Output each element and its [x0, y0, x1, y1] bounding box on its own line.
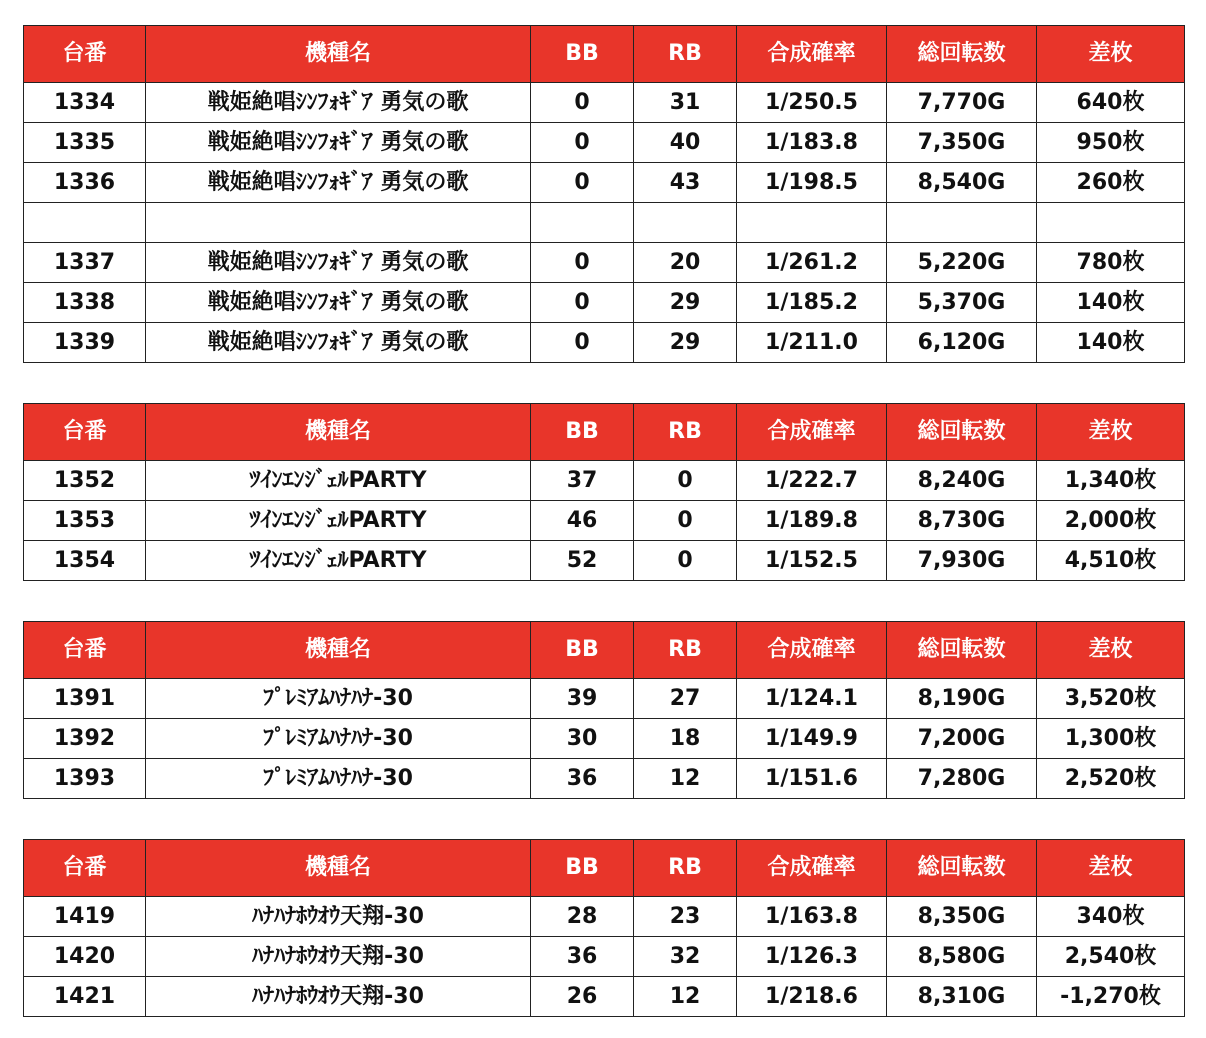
header-unit-number: 台番: [24, 840, 146, 897]
medal-difference: 260枚: [1037, 163, 1185, 203]
total-spins: 6,120G: [887, 323, 1037, 363]
header-bb: BB: [531, 622, 634, 679]
medal-difference: 4,510枚: [1037, 541, 1185, 581]
rb-count: 18: [634, 719, 737, 759]
machine-name: 戦姫絶唱ｼﾝﾌｫｷﾞｱ 勇気の歌: [146, 163, 531, 203]
header-total-spins: 総回転数: [887, 840, 1037, 897]
empty-cell: [634, 203, 737, 243]
header-bb: BB: [531, 840, 634, 897]
header-unit-number: 台番: [24, 404, 146, 461]
table-row: [24, 679, 1185, 719]
bb-count: 26: [531, 977, 634, 1017]
rb-count: 12: [634, 977, 737, 1017]
combined-probability: 1/149.9: [737, 719, 887, 759]
table-row: [24, 283, 1185, 323]
machine-table-3: [23, 621, 1185, 799]
combined-probability: 1/124.1: [737, 679, 887, 719]
machine-name: ﾂｲﾝｴﾝｼﾞｪﾙPARTY: [146, 461, 531, 501]
bb-count: 46: [531, 501, 634, 541]
medal-difference: 950枚: [1037, 123, 1185, 163]
header-combined-probability: 合成確率: [737, 622, 887, 679]
table-header-row: [24, 26, 1185, 83]
table-row: [24, 243, 1185, 283]
machine-table-1: [23, 25, 1185, 363]
machine-name: ﾊﾅﾊﾅﾎｳｵｳ天翔-30: [146, 977, 531, 1017]
header-total-spins: 総回転数: [887, 26, 1037, 83]
unit-number: 1335: [24, 123, 146, 163]
total-spins: 8,190G: [887, 679, 1037, 719]
bb-count: 39: [531, 679, 634, 719]
total-spins: 5,220G: [887, 243, 1037, 283]
medal-difference: 2,520枚: [1037, 759, 1185, 799]
total-spins: 8,310G: [887, 977, 1037, 1017]
header-machine-name: 機種名: [146, 26, 531, 83]
header-machine-name: 機種名: [146, 622, 531, 679]
machine-name: ﾊﾅﾊﾅﾎｳｵｳ天翔-30: [146, 897, 531, 937]
header-rb: RB: [634, 404, 737, 461]
unit-number: 1354: [24, 541, 146, 581]
bb-count: 36: [531, 937, 634, 977]
medal-difference: 780枚: [1037, 243, 1185, 283]
total-spins: 8,540G: [887, 163, 1037, 203]
header-rb: RB: [634, 840, 737, 897]
rb-count: 29: [634, 283, 737, 323]
medal-difference: 1,340枚: [1037, 461, 1185, 501]
empty-cell: [24, 203, 146, 243]
header-medal-difference: 差枚: [1037, 840, 1185, 897]
total-spins: 8,580G: [887, 937, 1037, 977]
total-spins: 8,350G: [887, 897, 1037, 937]
medal-difference: 2,000枚: [1037, 501, 1185, 541]
header-bb: BB: [531, 404, 634, 461]
combined-probability: 1/126.3: [737, 937, 887, 977]
machine-name: 戦姫絶唱ｼﾝﾌｫｷﾞｱ 勇気の歌: [146, 323, 531, 363]
combined-probability: 1/189.8: [737, 501, 887, 541]
header-combined-probability: 合成確率: [737, 840, 887, 897]
machine-name: 戦姫絶唱ｼﾝﾌｫｷﾞｱ 勇気の歌: [146, 243, 531, 283]
machine-name: ﾂｲﾝｴﾝｼﾞｪﾙPARTY: [146, 501, 531, 541]
header-combined-probability: 合成確率: [737, 26, 887, 83]
rb-count: 32: [634, 937, 737, 977]
bb-count: 0: [531, 123, 634, 163]
machine-name: ﾊﾅﾊﾅﾎｳｵｳ天翔-30: [146, 937, 531, 977]
empty-cell: [531, 203, 634, 243]
total-spins: 8,730G: [887, 501, 1037, 541]
rb-count: 0: [634, 541, 737, 581]
medal-difference: 340枚: [1037, 897, 1185, 937]
rb-count: 12: [634, 759, 737, 799]
total-spins: 5,370G: [887, 283, 1037, 323]
header-bb: BB: [531, 26, 634, 83]
combined-probability: 1/222.7: [737, 461, 887, 501]
unit-number: 1336: [24, 163, 146, 203]
table-row: [24, 123, 1185, 163]
combined-probability: 1/163.8: [737, 897, 887, 937]
medal-difference: 3,520枚: [1037, 679, 1185, 719]
header-unit-number: 台番: [24, 26, 146, 83]
medal-difference: 2,540枚: [1037, 937, 1185, 977]
bb-count: 0: [531, 163, 634, 203]
machine-name: ﾌﾟﾚﾐｱﾑﾊﾅﾊﾅ-30: [146, 679, 531, 719]
table-row: [24, 977, 1185, 1017]
machine-name: 戦姫絶唱ｼﾝﾌｫｷﾞｱ 勇気の歌: [146, 283, 531, 323]
rb-count: 29: [634, 323, 737, 363]
table-row: [24, 897, 1185, 937]
bb-count: 36: [531, 759, 634, 799]
bb-count: 0: [531, 243, 634, 283]
combined-probability: 1/261.2: [737, 243, 887, 283]
table-row: [24, 501, 1185, 541]
total-spins: 7,280G: [887, 759, 1037, 799]
unit-number: 1352: [24, 461, 146, 501]
combined-probability: 1/211.0: [737, 323, 887, 363]
bb-count: 37: [531, 461, 634, 501]
unit-number: 1391: [24, 679, 146, 719]
header-rb: RB: [634, 622, 737, 679]
header-total-spins: 総回転数: [887, 404, 1037, 461]
unit-number: 1338: [24, 283, 146, 323]
rb-count: 31: [634, 83, 737, 123]
bb-count: 28: [531, 897, 634, 937]
header-rb: RB: [634, 26, 737, 83]
bb-count: 0: [531, 83, 634, 123]
table-row: [24, 937, 1185, 977]
unit-number: 1339: [24, 323, 146, 363]
header-combined-probability: 合成確率: [737, 404, 887, 461]
unit-number: 1421: [24, 977, 146, 1017]
table-row: [24, 719, 1185, 759]
unit-number: 1353: [24, 501, 146, 541]
medal-difference: 140枚: [1037, 283, 1185, 323]
machine-name: ﾌﾟﾚﾐｱﾑﾊﾅﾊﾅ-30: [146, 759, 531, 799]
total-spins: 7,350G: [887, 123, 1037, 163]
unit-number: 1337: [24, 243, 146, 283]
combined-probability: 1/183.8: [737, 123, 887, 163]
table-row: [24, 163, 1185, 203]
header-total-spins: 総回転数: [887, 622, 1037, 679]
rb-count: 23: [634, 897, 737, 937]
empty-row: [24, 203, 1185, 243]
unit-number: 1419: [24, 897, 146, 937]
bb-count: 0: [531, 323, 634, 363]
machine-name: 戦姫絶唱ｼﾝﾌｫｷﾞｱ 勇気の歌: [146, 83, 531, 123]
header-medal-difference: 差枚: [1037, 26, 1185, 83]
rb-count: 27: [634, 679, 737, 719]
combined-probability: 1/198.5: [737, 163, 887, 203]
rb-count: 0: [634, 501, 737, 541]
table-row: [24, 461, 1185, 501]
machine-name: 戦姫絶唱ｼﾝﾌｫｷﾞｱ 勇気の歌: [146, 123, 531, 163]
header-machine-name: 機種名: [146, 840, 531, 897]
medal-difference: 640枚: [1037, 83, 1185, 123]
unit-number: 1420: [24, 937, 146, 977]
unit-number: 1392: [24, 719, 146, 759]
empty-cell: [737, 203, 887, 243]
unit-number: 1334: [24, 83, 146, 123]
rb-count: 43: [634, 163, 737, 203]
header-machine-name: 機種名: [146, 404, 531, 461]
header-medal-difference: 差枚: [1037, 404, 1185, 461]
total-spins: 8,240G: [887, 461, 1037, 501]
header-medal-difference: 差枚: [1037, 622, 1185, 679]
table-header-row: [24, 404, 1185, 461]
table-header-row: [24, 622, 1185, 679]
empty-cell: [887, 203, 1037, 243]
combined-probability: 1/152.5: [737, 541, 887, 581]
machine-table-2: [23, 403, 1185, 581]
combined-probability: 1/151.6: [737, 759, 887, 799]
table-row: [24, 83, 1185, 123]
combined-probability: 1/250.5: [737, 83, 887, 123]
combined-probability: 1/185.2: [737, 283, 887, 323]
bb-count: 52: [531, 541, 634, 581]
table-header-row: [24, 840, 1185, 897]
table-row: [24, 541, 1185, 581]
combined-probability: 1/218.6: [737, 977, 887, 1017]
empty-cell: [146, 203, 531, 243]
total-spins: 7,930G: [887, 541, 1037, 581]
total-spins: 7,200G: [887, 719, 1037, 759]
medal-difference: -1,270枚: [1037, 977, 1185, 1017]
table-row: [24, 759, 1185, 799]
header-unit-number: 台番: [24, 622, 146, 679]
table-row: [24, 323, 1185, 363]
machine-name: ﾌﾟﾚﾐｱﾑﾊﾅﾊﾅ-30: [146, 719, 531, 759]
empty-cell: [1037, 203, 1185, 243]
rb-count: 0: [634, 461, 737, 501]
unit-number: 1393: [24, 759, 146, 799]
rb-count: 20: [634, 243, 737, 283]
total-spins: 7,770G: [887, 83, 1037, 123]
medal-difference: 1,300枚: [1037, 719, 1185, 759]
rb-count: 40: [634, 123, 737, 163]
machine-table-4: [23, 839, 1185, 1017]
machine-name: ﾂｲﾝｴﾝｼﾞｪﾙPARTY: [146, 541, 531, 581]
bb-count: 0: [531, 283, 634, 323]
bb-count: 30: [531, 719, 634, 759]
medal-difference: 140枚: [1037, 323, 1185, 363]
